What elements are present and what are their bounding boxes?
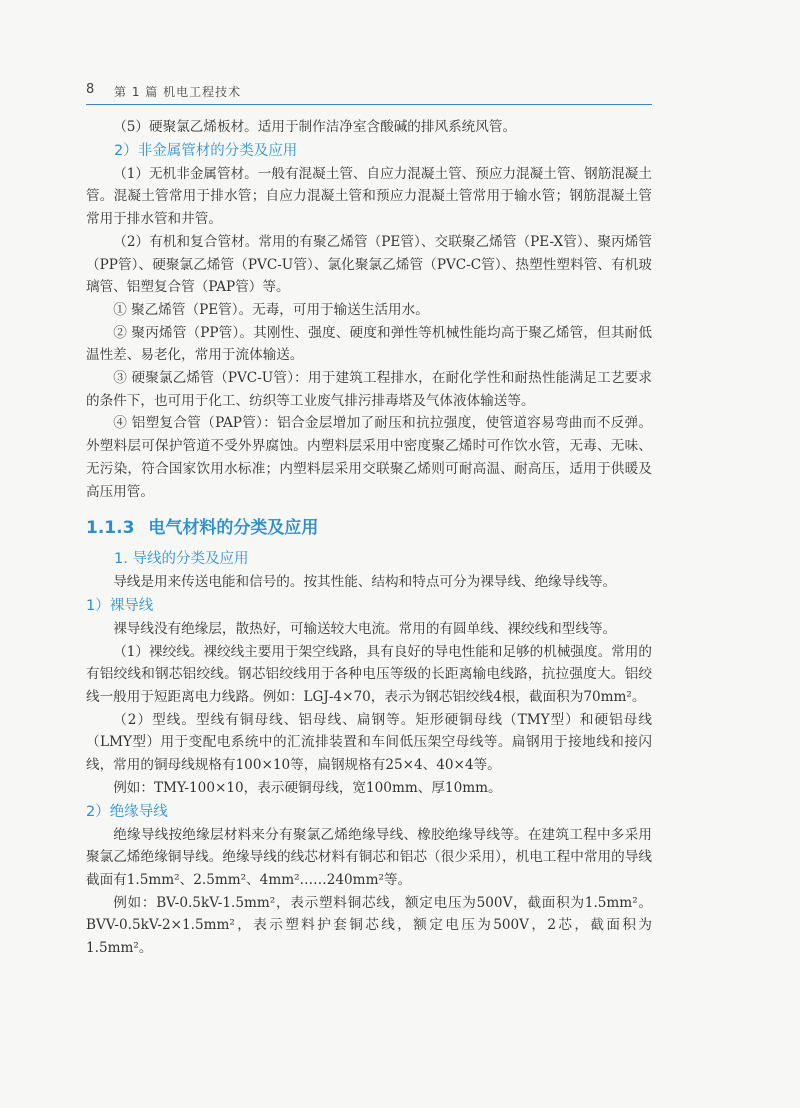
paragraph: ① 聚乙烯管（PE管）。无毒，可用于输送生活用水。 (113, 301, 429, 318)
paragraph: （1）裸绞线。裸绞线主要用于架空线路，具有良好的导电性能和足够的机械强度。常用的有铝绞线和钢芯铝绞线。钢芯铝绞线用于各种电压等级的长距离输电线路，抗拉强度大。铝绞线一般用于短距离电力线路。例如：LGJ-4×70，表示为钢芯铝绞线4根，截面积为70mm²。 (86, 643, 652, 706)
header-rule (86, 104, 652, 105)
subheading: 1. 导线的分类及应用 (114, 551, 249, 568)
paragraph: 例如：TMY-100×10，表示硬铜母线，宽100mm、厚10mm。 (113, 779, 502, 796)
part-title: 第 1 篇 机电工程技术 (114, 85, 242, 99)
section-number: 1.1.3 (86, 518, 135, 539)
paragraph: （5）硬聚氯乙烯板材。适用于制作洁净室含酸碱的排风系统风管。 (113, 119, 517, 135)
section-heading (86, 513, 652, 543)
paragraph: （1）无机非金属管材。一般有混凝土管、自应力混凝土管、预应力混凝土管、钢筋混凝土管。混凝土管常用于排水管；自应力混凝土管和预应力混凝土管常用于输水管；钢筋混凝土管常用于排水管和井管。 (86, 165, 652, 228)
paragraph: ③ 硬聚氯乙烯管（PVC-U管）：用于建筑工程排水，在耐化学性和耐热性能满足工艺要求的条件下，也可用于化工、纺织等工业废气排污排毒塔及气体液体输送等。 (86, 370, 652, 409)
body-text (86, 116, 652, 960)
subheading: 1）裸导线 (86, 597, 154, 614)
subheading: 2）非金属管材的分类及应用 (114, 142, 298, 159)
paragraph: （2）有机和复合管材。常用的有聚乙烯管（PE管）、交联聚乙烯管（PE-X管）、聚丙烯管（PP管）、硬聚氯乙烯管（PVC-U管）、氯化聚氯乙烯管（PVC-C管）、热塑性塑料管、有机玻璃管、铝塑复合管（PAP管）等。 (86, 233, 652, 296)
section-title: 电气材料的分类及应用 (148, 518, 319, 539)
paragraph: （2）型线。型线有铜母线、铝母线、扁钢等。矩形硬铜母线（TMY型）和硬铝母线（LMY型）用于变配电系统中的汇流排装置和车间低压架空母线等。扁钢用于接地线和接闪线，常用的铜母线规格有100×10等，扁钢规格有25×4、40×4等。 (86, 711, 652, 774)
paragraph: 裸导线没有绝缘层，散热好，可输送较大电流。常用的有圆单线、裸绞线和型线等。 (113, 620, 617, 637)
paragraph: ④ 铝塑复合管（PAP管）：铝合金层增加了耐压和抗拉强度，使管道容易弯曲而不反弹。外塑料层可保护管道不受外界腐蚀。内塑料层采用中密度聚乙烯时可作饮水管，无毒、无味、无污染，符合国家饮用水标准；内塑料层采用交联聚乙烯则可耐高温、耐高压，适用于供暖及高压用管。 (86, 415, 652, 500)
subheading: 2）绝缘导线 (86, 803, 168, 820)
paragraph: 例如：BV-0.5kV-1.5mm²，表示塑料铜芯线，额定电压为500V，截面积为1.5mm²。BVV-0.5kV-2×1.5mm²，表示塑料护套铜芯线，额定电压为500V，2芯，截面积为1.5mm²。 (86, 894, 652, 957)
page-number: 8 (86, 82, 95, 97)
paragraph: 导线是用来传送电能和信号的。按其性能、结构和特点可分为裸导线、绝缘导线等。 (113, 574, 617, 591)
paragraph: ② 聚丙烯管（PP管）。其刚性、强度、硬度和弹性等机械性能均高于聚乙烯管，但其耐低温性差、易老化，常用于流体输送。 (86, 324, 652, 364)
running-header (86, 80, 652, 102)
paragraph: 绝缘导线按绝缘层材料来分有聚氯乙烯绝缘导线、橡胶绝缘导线等。在建筑工程中多采用聚氯乙烯绝缘铜导线。绝缘导线的线芯材料有铜芯和铝芯（很少采用），机电工程中常用的导线截面有1.5mm²、2.5mm²、4mm²……240mm²等。 (86, 826, 652, 888)
